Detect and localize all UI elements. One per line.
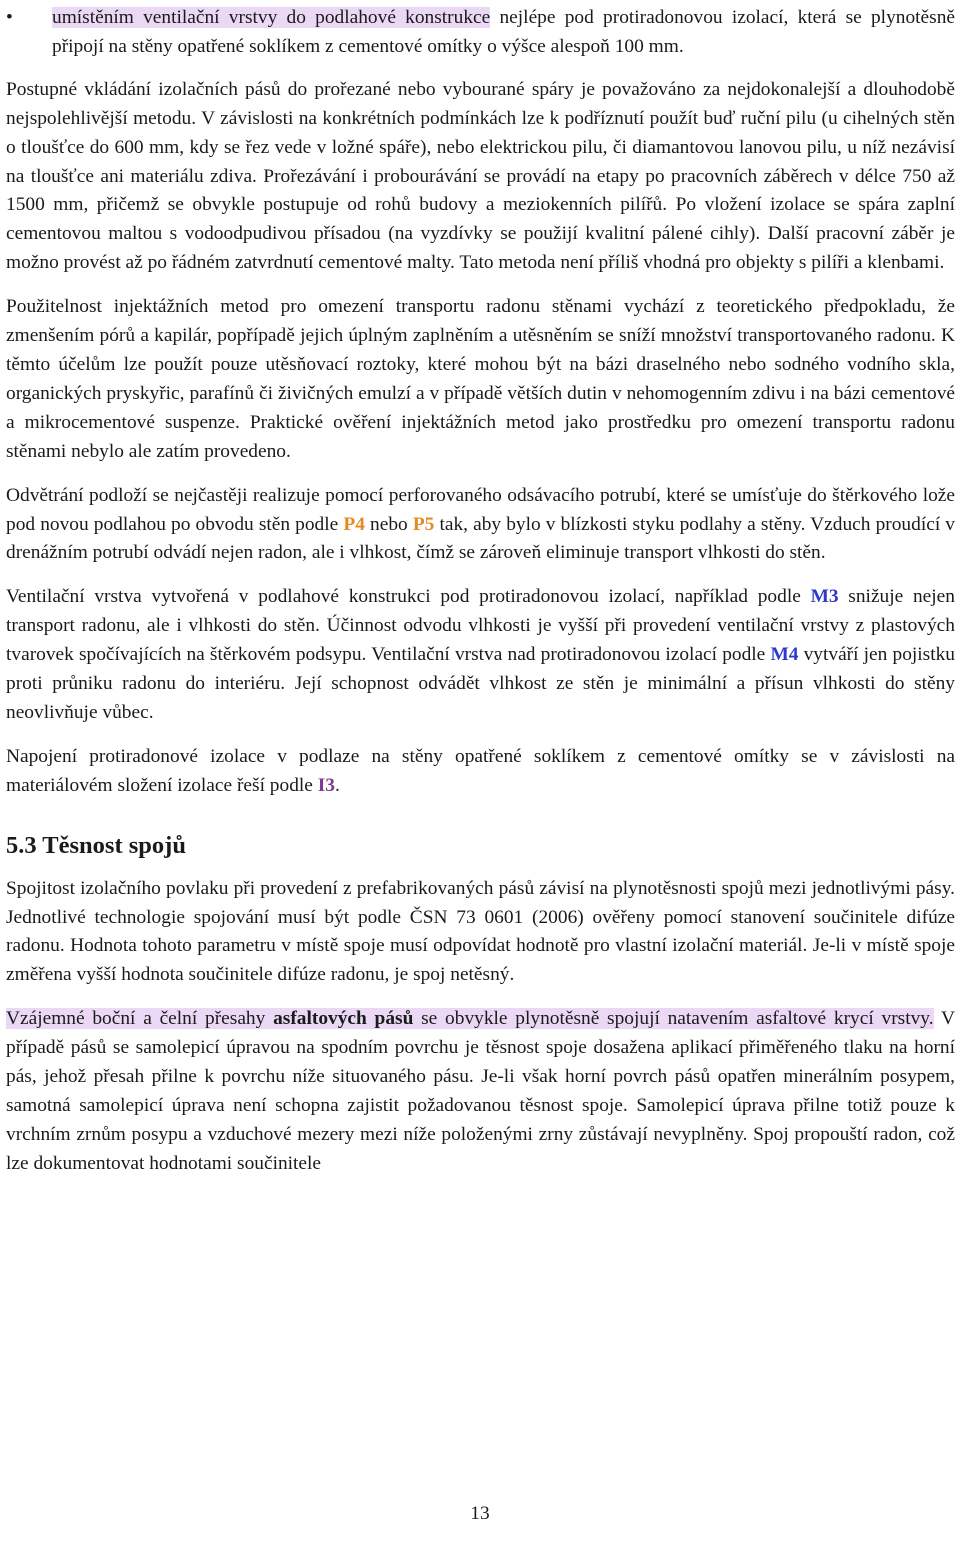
paragraph-text: Odvětrání podloží se nejčastěji realizuje pomocí perforovaného odsávacího potrubí, které se umísťuje do štěrkového lože pod novou podlahou po obvodu stěn podle (6, 484, 955, 535)
bullet-text: nejlépe pod protiradonovou izolací, která se plynotěsně připojí na stěny opatřené soklíkem z cementové omítky o výšce alespoň 100 mm. (52, 7, 955, 57)
highlighted-text (6, 1008, 934, 1029)
bullet-list-item (6, 4, 955, 62)
paragraph-text: vytváří jen pojistku proti průniku radonu do interiéru. Její schopnost odvádět vlhkost ze stěn je minimální a přísun vlhkosti do stěny neovlivňuje vůbec. (6, 644, 956, 723)
paragraph-subsoil-ventilation (6, 482, 955, 569)
highlighted-text-part: se obvykle plynotěsně spojují natavením asfaltové krycí vrstvy. (413, 1008, 934, 1030)
reference-p5[interactable]: P5 (412, 513, 435, 535)
section-heading: 5.3 Těsnost spojů (6, 831, 186, 859)
highlighted-bold-term: asfaltových pásů (273, 1008, 414, 1030)
paragraph-injection-methods: Použitelnost injektážních metod pro omezení transportu radonu stěnami vychází z teoretického předpokladu, že zmenšením pórů a kapilár, popřípadě jejich úplným zaplněním a utěsněním se sníží množství transportovaného radonu. K těmto účelům lze použít pouze utěsňovací roztoky, které mohou být na bázi draselného nebo sodného vodního skla, organických pryskyřic, parafínů či živičných emulzí a v případě větších dutin v nehomogenním zdivu i na bázi cementové a mikrocementové suspenze. Praktické ověření injektážních metod jako prostředku pro omezení transportu radonu stěnami nebylo ale zatím provedeno. (6, 296, 955, 462)
paragraph-text: tak, aby bylo v blízkosti styku podlahy a stěny. Vzduch proudící v drenážním potrubí odvádí nejen radon, ale i vlhkost, čímž se zároveň eliminuje transport vlhkosti do stěn. (6, 513, 956, 564)
paragraph-asphalt-overlaps (6, 1005, 955, 1178)
page-number: 13 (470, 1503, 490, 1524)
paragraph-text: Ventilační vrstva vytvořená v podlahové konstrukci pod protiradonovou izolací, například podle (6, 586, 811, 608)
paragraph-text: V případě pásů se samolepicí úpravou na spodním povrchu je těsnost spoje dosažena aplikací přiměřeného tlaku na horní pás, jehož přesah přilne k povrchu níže situovaného pásu. Je-li však horní povrch pásů opatřen minerálním posypem, samotná samolepicí úprava není schopna zajistit požadovanou těsnost spoje. Samolepicí úprava přilne totiž pouze k vrchním zrnům posypu a vzduchové mezery mezi níže položenými zrny zůstávají nevyplněny. Spoj propouští radon, což lze dokumentovat hodnotami součinitele (6, 1008, 955, 1174)
reference-m3[interactable]: M3 (810, 586, 839, 608)
paragraph-text: Napojení protiradonové izolace v podlaze na stěny opatřené soklíkem z cementové omítky se v závislosti na materiálovém složení izolace řeší podle (6, 745, 955, 796)
paragraph-insulation-connection (6, 743, 955, 801)
paragraph-joint-tightness: Spojitost izolačního povlaku při provedení z prefabrikovaných pásů závisí na plynotěsnosti spojů mezi jednotlivými pásy. Jednotlivé technologie spojování musí být podle ČSN 73 0601 (2006) ověřeny pomocí stanovení součinitele difúze radonu. Hodnota tohoto parametru v místě spoje musí odpovídat hodnotě pro vlastní izolační materiál. Je-li v místě spoje změřena vyšší hodnota součinitele difúze radonu, je spoj netěsný. (6, 877, 955, 986)
reference-p4[interactable]: P4 (343, 513, 365, 535)
paragraph-saw-cut-method: Postupné vkládání izolačních pásů do prořezané nebo vybourané spáry je považováno za nejdokonalejší a dlouhodobě nejspolehlivější metodu. V závislosti na konkrétních podmínkách lze k podříznutí použít buď ruční pilu (u cihelných stěn o tloušťce do 600 mm, kdy se řez vede v ložné spáře), nebo elektrickou pilu, či diamantovou lanovou pilu, u níž nezávisí na tloušťce ani materiálu zdiva. Prořezávání i probourávání se provádí na etapy po pracovních záběrech v délce 750 až 1500 mm, přičemž se obvykle postupuje od rohů budovy a meziokenních pilířů. Po vložení izolace se spára zaplní cementovou maltou s vodoodpudivou přísadou (na vyzdívky se použijí kvalitní pálené cihly). Další pracovní záběr je možno provést až po řádném zatvrdnutí cementové malty. Tato metoda není příliš vhodná pro objekty s pilíři a klenbami. (6, 78, 955, 274)
highlighted-text-part: Vzájemné boční a čelní přesahy (6, 1008, 274, 1030)
reference-m4[interactable]: M4 (770, 644, 799, 666)
paragraph-text: nebo (364, 513, 413, 535)
highlighted-text: umístěním ventilační vrstvy do podlahové konstrukce (52, 7, 491, 28)
paragraph-ventilation-layer (6, 583, 955, 728)
reference-i3[interactable]: I3 (317, 774, 335, 796)
bullet-marker: • (6, 7, 13, 28)
paragraph-text: snižuje nejen transport radonu, ale i vlhkosti do stěn. Účinnost odvodu vlhkosti je vyšší při provedení ventilační vrstvy z plastových tvarovek spočívajících na štěrkovém podsypu. Ventilační vrstva nad protiradonovou izolací podle (6, 586, 955, 666)
page-body (6, 4, 955, 1179)
paragraph-text: . (335, 774, 340, 796)
